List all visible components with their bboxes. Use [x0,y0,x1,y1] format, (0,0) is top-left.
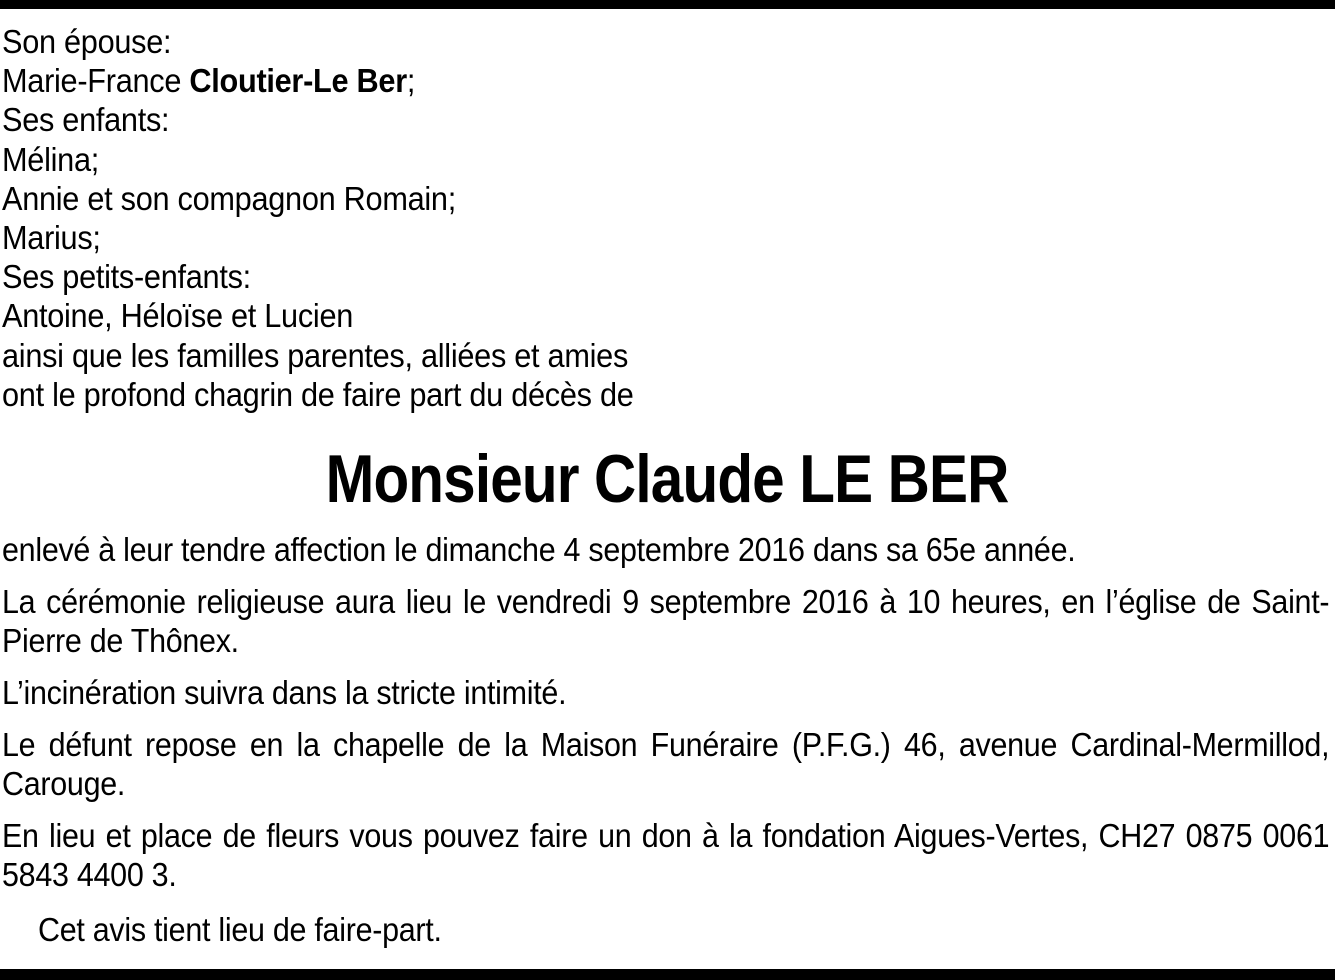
spouse-heading: Son épouse: [2,23,172,60]
viewing-paragraph: Le défunt repose en la chapelle de la Maison Funéraire (P.F.G.) 46, avenue Cardinal-Mermillod, Carouge. [2,726,1330,802]
deceased-name [0,440,1335,518]
family-list [2,22,932,414]
spouse-last-name: Cloutier-Le Ber [189,62,407,100]
grandchildren-names: Antoine, Héloïse et Lucien [2,297,354,335]
top-rule [0,0,1335,9]
bottom-rule [0,969,1335,980]
announcement-line: ont le profond chagrin de faire part du décès de [2,375,634,413]
cremation-paragraph: L’incinération suivra dans la stricte intimité. [2,674,567,711]
closing-note: Cet avis tient lieu de faire-part. [38,911,442,948]
spouse-punctuation: ; [406,62,416,100]
child-entry: Annie et son compagnon Romain; [2,179,456,217]
donation-paragraph: En lieu et place de fleurs vous pouvez faire un don à la fondation Aigues-Vertes, CH27 0875 0061 5843 4400 3. [2,817,1330,893]
death-paragraph: enlevé à leur tendre affection le dimanche 4 septembre 2016 dans sa 65e année. [2,531,1076,568]
children-heading: Ses enfants: [2,101,170,139]
obituary-details [2,530,1329,907]
deceased-name-text: Monsieur Claude LE BER [326,441,1009,517]
child-entry: Mélina; [2,140,99,178]
relatives-line: ainsi que les familles parentes, alliées et amies [2,336,629,374]
ceremony-paragraph: La cérémonie religieuse aura lieu le vendredi 9 septembre 2016 à 10 heures, en l’église de Saint-Pierre de Thônex. [2,583,1330,659]
grandchildren-heading: Ses petits-enfants: [2,258,251,296]
spouse-first-name: Marie-France [2,62,190,100]
spouse-line [2,61,932,100]
child-entry: Marius; [2,219,101,257]
